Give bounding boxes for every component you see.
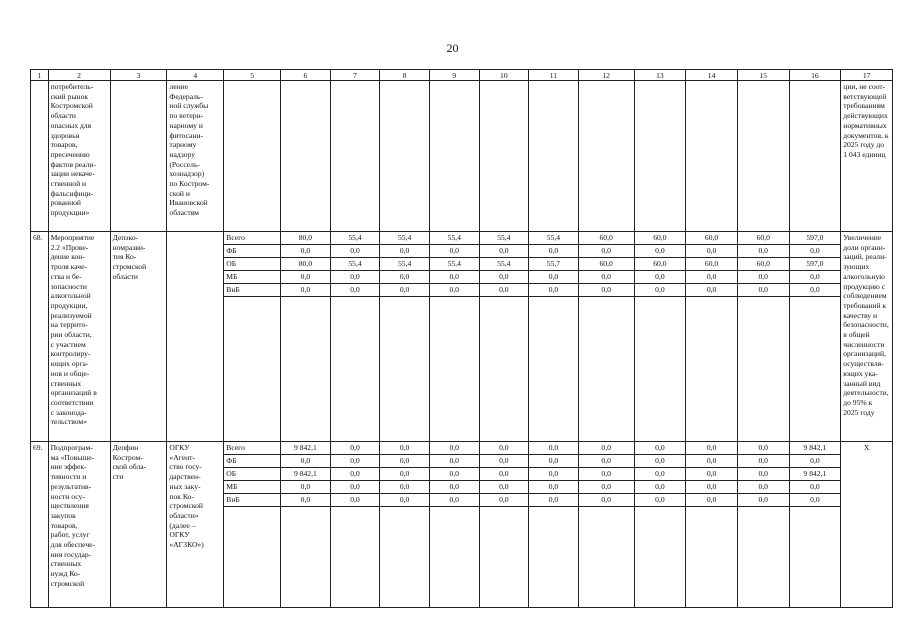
amount-cell: 0,0 bbox=[479, 494, 529, 507]
partner-cell: ОГКУ «Агент- ство госу- дарствен- ных заку- пок Ко- стромской области» (далее – ОГКУ «АГЗКО») bbox=[167, 442, 224, 608]
amount-cell: 60,0 bbox=[578, 232, 634, 245]
amount-cell: 0,0 bbox=[737, 481, 789, 494]
amount-cell: 0,0 bbox=[686, 494, 738, 507]
column-header: 11 bbox=[529, 70, 579, 81]
amount-cell: 0,0 bbox=[429, 284, 479, 297]
amount-cell: 0,0 bbox=[479, 442, 529, 455]
result-cell: Х bbox=[841, 442, 893, 608]
empty-cell bbox=[479, 507, 529, 608]
funding-row bbox=[31, 232, 893, 245]
amount-cell: 55,4 bbox=[330, 232, 380, 245]
amount-cell: 0,0 bbox=[737, 468, 789, 481]
amount-cell: 0,0 bbox=[578, 455, 634, 468]
column-header: 4 bbox=[167, 70, 224, 81]
empty-cell bbox=[634, 297, 686, 442]
empty-cell bbox=[686, 507, 738, 608]
funding-source-cell: Всего bbox=[224, 442, 281, 455]
amount-cell: 0,0 bbox=[578, 481, 634, 494]
funding-source-cell: ОБ bbox=[224, 468, 281, 481]
amount-cell: 597,0 bbox=[789, 232, 841, 245]
amount-cell: 60,0 bbox=[737, 232, 789, 245]
empty-cell bbox=[479, 297, 529, 442]
amount-cell: 9 842,1 bbox=[281, 468, 331, 481]
empty-cell bbox=[281, 297, 331, 442]
amount-cell: 0,0 bbox=[330, 271, 380, 284]
amount-cell: 0,0 bbox=[634, 455, 686, 468]
executor-cell bbox=[110, 81, 167, 232]
amount-cell: 0,0 bbox=[578, 271, 634, 284]
amount-cell: 9 842,1 bbox=[281, 442, 331, 455]
amount-cell: 0,0 bbox=[380, 455, 430, 468]
amount-cell: 0,0 bbox=[686, 442, 738, 455]
empty-cell bbox=[380, 297, 430, 442]
table-body bbox=[31, 70, 893, 608]
column-header: 12 bbox=[578, 70, 634, 81]
amount-cell: 0,0 bbox=[529, 442, 579, 455]
amount-cell: 0,0 bbox=[330, 494, 380, 507]
result-cell: ции, не соот- ветствующей требованиям действующих нормативных документов, к 2025 году до 1 043 единиц bbox=[841, 81, 893, 232]
amount-cell: 0,0 bbox=[529, 455, 579, 468]
amount-cell: 0,0 bbox=[330, 481, 380, 494]
row-number-cell bbox=[31, 81, 49, 232]
amount-cell: 0,0 bbox=[479, 284, 529, 297]
amount-cell: 0,0 bbox=[380, 245, 430, 258]
amount-cell: 0,0 bbox=[737, 271, 789, 284]
item-name-cell: Подпрограм- ма «Повыше- ние эффек- тивности и результатив- ности осу- ществления закупок товаров, работ, услуг для обеспече- ния государ- ственных нужд Ко- стромской bbox=[48, 442, 110, 608]
amount-cell: 0,0 bbox=[330, 455, 380, 468]
column-header: 16 bbox=[789, 70, 841, 81]
column-header: 15 bbox=[737, 70, 789, 81]
amount-cell: 60,0 bbox=[578, 258, 634, 271]
amount-cell: 0,0 bbox=[789, 284, 841, 297]
empty-cell bbox=[330, 81, 380, 232]
amount-cell: 0,0 bbox=[737, 455, 789, 468]
amount-cell: 55,4 bbox=[479, 258, 529, 271]
amount-cell: 0,0 bbox=[634, 481, 686, 494]
amount-cell: 80,0 bbox=[281, 232, 331, 245]
amount-cell: 0,0 bbox=[578, 284, 634, 297]
empty-cell bbox=[330, 507, 380, 608]
amount-cell: 9 842,1 bbox=[789, 468, 841, 481]
amount-cell: 0,0 bbox=[429, 245, 479, 258]
amount-cell: 0,0 bbox=[686, 481, 738, 494]
page-number: 20 bbox=[446, 41, 459, 55]
column-header: 6 bbox=[281, 70, 331, 81]
amount-cell: 0,0 bbox=[737, 494, 789, 507]
empty-cell bbox=[686, 297, 738, 442]
executor-cell: Депфин Костром- ской обла- сти bbox=[110, 442, 167, 608]
amount-cell: 55,4 bbox=[330, 258, 380, 271]
amount-cell: 0,0 bbox=[686, 271, 738, 284]
amount-cell: 55,4 bbox=[479, 232, 529, 245]
amount-cell: 0,0 bbox=[578, 468, 634, 481]
amount-cell: 0,0 bbox=[529, 481, 579, 494]
amount-cell: 0,0 bbox=[380, 481, 430, 494]
empty-cell bbox=[380, 81, 430, 232]
amount-cell: 0,0 bbox=[479, 271, 529, 284]
item-name-cell: Мероприятие 2.2 «Прове- дение кон- троля каче- ства и бе- зопасности алкогольной продукции, реализуемой на террито- рии области, с участием контролиру- ющих орга- нов и обще- ственных организаций в соответствии с законода- тельством» bbox=[48, 232, 110, 442]
partner-cell bbox=[167, 232, 224, 442]
amount-cell: 0,0 bbox=[634, 494, 686, 507]
amount-cell: 55,7 bbox=[529, 258, 579, 271]
empty-cell bbox=[578, 297, 634, 442]
amount-cell: 55,4 bbox=[429, 232, 479, 245]
amount-cell: 0,0 bbox=[281, 494, 331, 507]
amount-cell: 0,0 bbox=[281, 245, 331, 258]
empty-cell bbox=[529, 507, 579, 608]
amount-cell: 0,0 bbox=[330, 442, 380, 455]
amount-cell: 0,0 bbox=[529, 245, 579, 258]
column-header: 14 bbox=[686, 70, 738, 81]
column-header: 3 bbox=[110, 70, 167, 81]
amount-cell: 0,0 bbox=[737, 284, 789, 297]
amount-cell: 60,0 bbox=[737, 258, 789, 271]
amount-cell: 0,0 bbox=[330, 284, 380, 297]
empty-cell bbox=[686, 81, 738, 232]
amount-cell: 0,0 bbox=[330, 468, 380, 481]
amount-cell: 0,0 bbox=[789, 455, 841, 468]
empty-cell bbox=[429, 297, 479, 442]
amount-cell: 60,0 bbox=[686, 258, 738, 271]
amount-cell: 0,0 bbox=[578, 442, 634, 455]
funding-source-cell: Всего bbox=[224, 232, 281, 245]
empty-cell bbox=[224, 297, 281, 442]
amount-cell: 0,0 bbox=[281, 455, 331, 468]
empty-cell bbox=[330, 297, 380, 442]
empty-cell bbox=[380, 507, 430, 608]
empty-cell bbox=[578, 507, 634, 608]
empty-cell bbox=[737, 297, 789, 442]
column-header: 7 bbox=[330, 70, 380, 81]
amount-cell: 0,0 bbox=[686, 284, 738, 297]
empty-cell bbox=[281, 81, 331, 232]
row-number-cell: 68. bbox=[31, 232, 49, 442]
amount-cell: 0,0 bbox=[479, 468, 529, 481]
amount-cell: 55,4 bbox=[529, 232, 579, 245]
funding-source-cell: ФБ bbox=[224, 455, 281, 468]
empty-cell bbox=[479, 81, 529, 232]
empty-cell bbox=[737, 507, 789, 608]
amount-cell: 0,0 bbox=[281, 271, 331, 284]
empty-cell bbox=[529, 297, 579, 442]
amount-cell: 0,0 bbox=[578, 494, 634, 507]
amount-cell: 0,0 bbox=[529, 494, 579, 507]
amount-cell: 0,0 bbox=[737, 245, 789, 258]
empty-cell bbox=[789, 81, 841, 232]
amount-cell: 60,0 bbox=[686, 232, 738, 245]
empty-cell bbox=[789, 297, 841, 442]
amount-cell: 60,0 bbox=[634, 258, 686, 271]
amount-cell: 0,0 bbox=[789, 494, 841, 507]
empty-cell bbox=[578, 81, 634, 232]
amount-cell: 55,4 bbox=[429, 258, 479, 271]
funding-row bbox=[31, 442, 893, 455]
column-header: 13 bbox=[634, 70, 686, 81]
amount-cell: 0,0 bbox=[281, 481, 331, 494]
item-name-cell: потребитель- ский рынок Костромской области опасных для здоровья товаров, пресечению фактов реали- зации некаче- ственной и фальсифици- рованной продукции» bbox=[48, 81, 110, 232]
empty-cell bbox=[529, 81, 579, 232]
empty-cell bbox=[224, 81, 281, 232]
amount-cell: 0,0 bbox=[479, 245, 529, 258]
amount-cell: 55,4 bbox=[380, 258, 430, 271]
program-table-wrapper bbox=[30, 69, 893, 608]
amount-cell: 0,0 bbox=[330, 245, 380, 258]
amount-cell: 0,0 bbox=[789, 271, 841, 284]
funding-source-cell: ОБ bbox=[224, 258, 281, 271]
column-header: 10 bbox=[479, 70, 529, 81]
amount-cell: 0,0 bbox=[429, 442, 479, 455]
empty-cell bbox=[429, 507, 479, 608]
empty-cell bbox=[634, 81, 686, 232]
amount-cell: 0,0 bbox=[380, 271, 430, 284]
amount-cell: 0,0 bbox=[686, 455, 738, 468]
column-header: 17 bbox=[841, 70, 893, 81]
continuation-row bbox=[31, 81, 893, 232]
column-header: 2 bbox=[48, 70, 110, 81]
amount-cell: 0,0 bbox=[634, 468, 686, 481]
amount-cell: 0,0 bbox=[380, 468, 430, 481]
amount-cell: 0,0 bbox=[634, 271, 686, 284]
amount-cell: 0,0 bbox=[634, 442, 686, 455]
column-header: 1 bbox=[31, 70, 49, 81]
amount-cell: 0,0 bbox=[429, 455, 479, 468]
column-header: 5 bbox=[224, 70, 281, 81]
amount-cell: 9 842,1 bbox=[789, 442, 841, 455]
amount-cell: 0,0 bbox=[578, 245, 634, 258]
empty-cell bbox=[634, 507, 686, 608]
amount-cell: 0,0 bbox=[686, 245, 738, 258]
amount-cell: 0,0 bbox=[529, 468, 579, 481]
result-cell: Увеличение доли органи- заций, реали- зующих алкогольную продукцию с соблюдением требований к качеству и безопасности, в общей численности организаций, осуществля- ющих ука- занный вид деятельности, до 95% к 2025 году bbox=[841, 232, 893, 442]
amount-cell: 0,0 bbox=[789, 481, 841, 494]
empty-cell bbox=[224, 507, 281, 608]
empty-cell bbox=[789, 507, 841, 608]
amount-cell: 0,0 bbox=[479, 481, 529, 494]
empty-cell bbox=[429, 81, 479, 232]
funding-source-cell: МБ bbox=[224, 271, 281, 284]
amount-cell: 0,0 bbox=[429, 481, 479, 494]
amount-cell: 0,0 bbox=[634, 284, 686, 297]
column-header: 9 bbox=[429, 70, 479, 81]
funding-source-cell: ВнБ bbox=[224, 494, 281, 507]
amount-cell: 0,0 bbox=[479, 455, 529, 468]
amount-cell: 597,0 bbox=[789, 258, 841, 271]
row-number-cell: 69. bbox=[31, 442, 49, 608]
amount-cell: 0,0 bbox=[686, 468, 738, 481]
amount-cell: 0,0 bbox=[429, 494, 479, 507]
amount-cell: 60,0 bbox=[634, 232, 686, 245]
amount-cell: 0,0 bbox=[529, 284, 579, 297]
amount-cell: 0,0 bbox=[380, 494, 430, 507]
empty-cell bbox=[737, 81, 789, 232]
funding-source-cell: МБ bbox=[224, 481, 281, 494]
executor-cell: Депэко- номразви- тия Ко- стромской области bbox=[110, 232, 167, 442]
amount-cell: 0,0 bbox=[529, 271, 579, 284]
amount-cell: 0,0 bbox=[634, 245, 686, 258]
column-header-row bbox=[31, 70, 893, 81]
amount-cell: 0,0 bbox=[429, 468, 479, 481]
funding-source-cell: ФБ bbox=[224, 245, 281, 258]
amount-cell: 80,0 bbox=[281, 258, 331, 271]
column-header: 8 bbox=[380, 70, 430, 81]
partner-cell: ление Федераль- ной службы по ветери- нарному и фитосани- тарному надзору (Россель- хознадзор) по Костром- ской и Ивановской областям bbox=[167, 81, 224, 232]
amount-cell: 0,0 bbox=[281, 284, 331, 297]
amount-cell: 0,0 bbox=[737, 442, 789, 455]
program-table bbox=[30, 69, 893, 608]
amount-cell: 0,0 bbox=[789, 245, 841, 258]
amount-cell: 0,0 bbox=[380, 442, 430, 455]
amount-cell: 0,0 bbox=[380, 284, 430, 297]
funding-source-cell: ВнБ bbox=[224, 284, 281, 297]
amount-cell: 55,4 bbox=[380, 232, 430, 245]
empty-cell bbox=[281, 507, 331, 608]
amount-cell: 0,0 bbox=[429, 271, 479, 284]
